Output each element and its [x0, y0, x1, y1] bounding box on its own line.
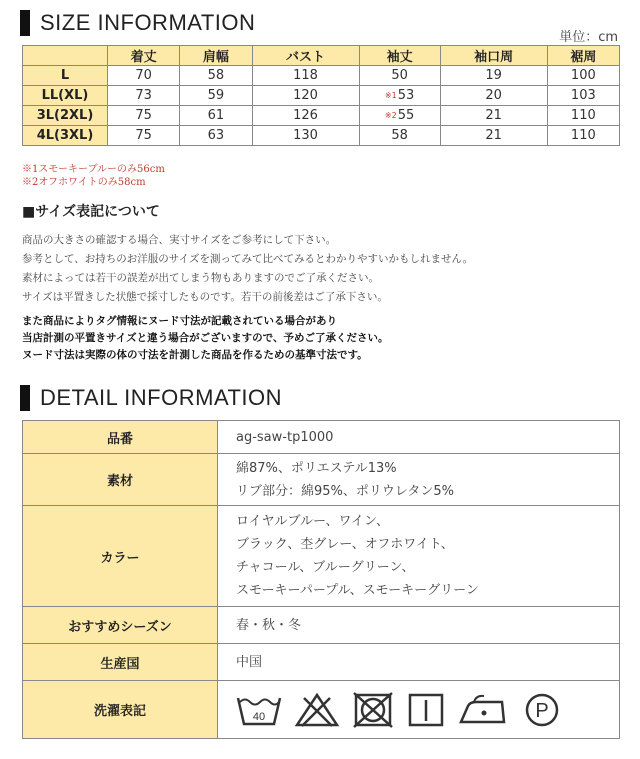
size-label: 4L(3XL): [23, 126, 108, 146]
detail-line: 中国: [236, 654, 263, 670]
notice-line: ヌード寸法は実際の体の寸法を計測した商品を作るための基準寸法です。: [22, 349, 368, 361]
size-col-header: 裾周: [547, 46, 619, 66]
size-cell: 70: [108, 66, 180, 86]
detail-row: [23, 681, 620, 739]
about-title: ■サイズ表記について: [22, 204, 160, 220]
header-bar: [20, 10, 30, 36]
detail-value: [218, 681, 620, 739]
size-cell: 110: [547, 106, 619, 126]
size-cell: 100: [547, 66, 619, 86]
line-dry-icon: [406, 692, 446, 728]
table-row: [23, 106, 620, 126]
detail-key: 品番: [23, 421, 218, 454]
detail-section-header: [20, 385, 282, 411]
detail-value: [218, 644, 620, 681]
size-label: L: [23, 66, 108, 86]
detail-row: [23, 454, 620, 506]
detail-row: [23, 506, 620, 607]
detail-line: ブラック、杢グレー、オフホワイト、: [236, 537, 454, 552]
size-table: [22, 45, 620, 146]
size-cell: 21: [440, 126, 547, 146]
detail-line: 綿87%、ポリエステル13%: [236, 460, 397, 476]
detail-line: 春・秋・冬: [236, 617, 302, 633]
size-table-header-row: [23, 46, 620, 66]
size-col-header: 袖丈: [359, 46, 440, 66]
size-note: ※1スモーキーブルーのみ56cm: [22, 164, 165, 175]
no-bleach-icon: [294, 692, 340, 728]
header-bar: [20, 385, 30, 411]
about-line: 参考として、お持ちのお洋服のサイズを測ってみて比べてみるとわかりやすいかもしれません。: [22, 253, 474, 265]
detail-key: 生産国: [23, 644, 218, 681]
size-cell: 103: [547, 86, 619, 106]
detail-line: リブ部分：綿95%、ポリウレタン5%: [236, 483, 454, 499]
size-section-title: SIZE INFORMATION: [40, 10, 256, 35]
size-section-header: [20, 10, 255, 36]
size-col-header: バスト: [252, 46, 359, 66]
size-cell: 61: [180, 106, 252, 126]
notice-line: 当店計測の平置きサイズと違う場合がございますので、予めご了承ください。: [22, 332, 389, 344]
size-cell: 63: [180, 126, 252, 146]
table-row: [23, 86, 620, 106]
size-cell: 75: [108, 106, 180, 126]
detail-row: [23, 644, 620, 681]
detail-table: [22, 420, 620, 739]
detail-value: [218, 506, 620, 607]
size-cell: 118: [252, 66, 359, 86]
size-cell: 73: [108, 86, 180, 106]
wash-40-icon: [236, 692, 282, 728]
note-mark: ※2: [384, 111, 397, 120]
detail-key: おすすめシーズン: [23, 607, 218, 644]
about-line: サイズは平置きした状態で採寸したものです。若干の前後差はご了承下さい。: [22, 291, 388, 303]
size-value: 53: [397, 88, 415, 103]
size-cell: 130: [252, 126, 359, 146]
about-body: [22, 231, 473, 307]
size-value: 55: [397, 108, 415, 123]
size-cell: 58: [359, 126, 440, 146]
size-label: LL(XL): [23, 86, 108, 106]
detail-line: ag-saw-tp1000: [236, 429, 334, 445]
size-col-header: [23, 46, 108, 66]
size-cell: [359, 106, 440, 126]
dry-clean-letter: P: [535, 699, 549, 722]
detail-value: [218, 454, 620, 506]
about-line: 素材によっては若干の誤差が出てしまう物もありますのでご了承ください。: [22, 272, 379, 284]
notice-line: また商品によりタグ情報にヌード寸法が記載されている場合があり: [22, 315, 337, 327]
size-cell: [359, 86, 440, 106]
size-cell: 110: [547, 126, 619, 146]
size-cell: 20: [440, 86, 547, 106]
size-cell: 19: [440, 66, 547, 86]
note-mark: ※1: [384, 91, 397, 100]
wash-temp-label: 40: [252, 710, 266, 723]
detail-key: 素材: [23, 454, 218, 506]
size-col-header: 着丈: [108, 46, 180, 66]
size-cell: 21: [440, 106, 547, 126]
detail-line: スモーキーパープル、スモーキーグリーン: [236, 583, 479, 598]
care-icons: [236, 692, 618, 728]
size-note: ※2オフホワイトのみ58cm: [22, 177, 146, 188]
detail-line: ロイヤルブルー、ワイン、: [236, 514, 390, 529]
detail-value: [218, 421, 620, 454]
about-notice: [22, 313, 388, 364]
no-tumble-dry-icon: [352, 692, 394, 728]
unit-label: 単位：cm: [559, 30, 618, 45]
dry-clean-p-icon: [522, 692, 562, 728]
size-cell: 120: [252, 86, 359, 106]
size-cell: 59: [180, 86, 252, 106]
iron-low-icon: [458, 692, 510, 728]
size-cell: 126: [252, 106, 359, 126]
about-line: 商品の大きさの確認する場合、実寸サイズをご参考にして下さい。: [22, 234, 337, 246]
size-col-header: 肩幅: [180, 46, 252, 66]
detail-line: チャコール、ブルーグリーン、: [236, 560, 415, 575]
detail-key: 洗濯表記: [23, 681, 218, 739]
detail-section-title: DETAIL INFORMATION: [40, 385, 283, 410]
size-col-header: 袖口周: [440, 46, 547, 66]
detail-key: カラー: [23, 506, 218, 607]
table-row: [23, 126, 620, 146]
detail-row: [23, 421, 620, 454]
size-notes: [22, 163, 165, 189]
size-label: 3L(2XL): [23, 106, 108, 126]
detail-value: [218, 607, 620, 644]
detail-row: [23, 607, 620, 644]
size-cell: 50: [359, 66, 440, 86]
size-cell: 58: [180, 66, 252, 86]
size-cell: 75: [108, 126, 180, 146]
table-row: [23, 66, 620, 86]
